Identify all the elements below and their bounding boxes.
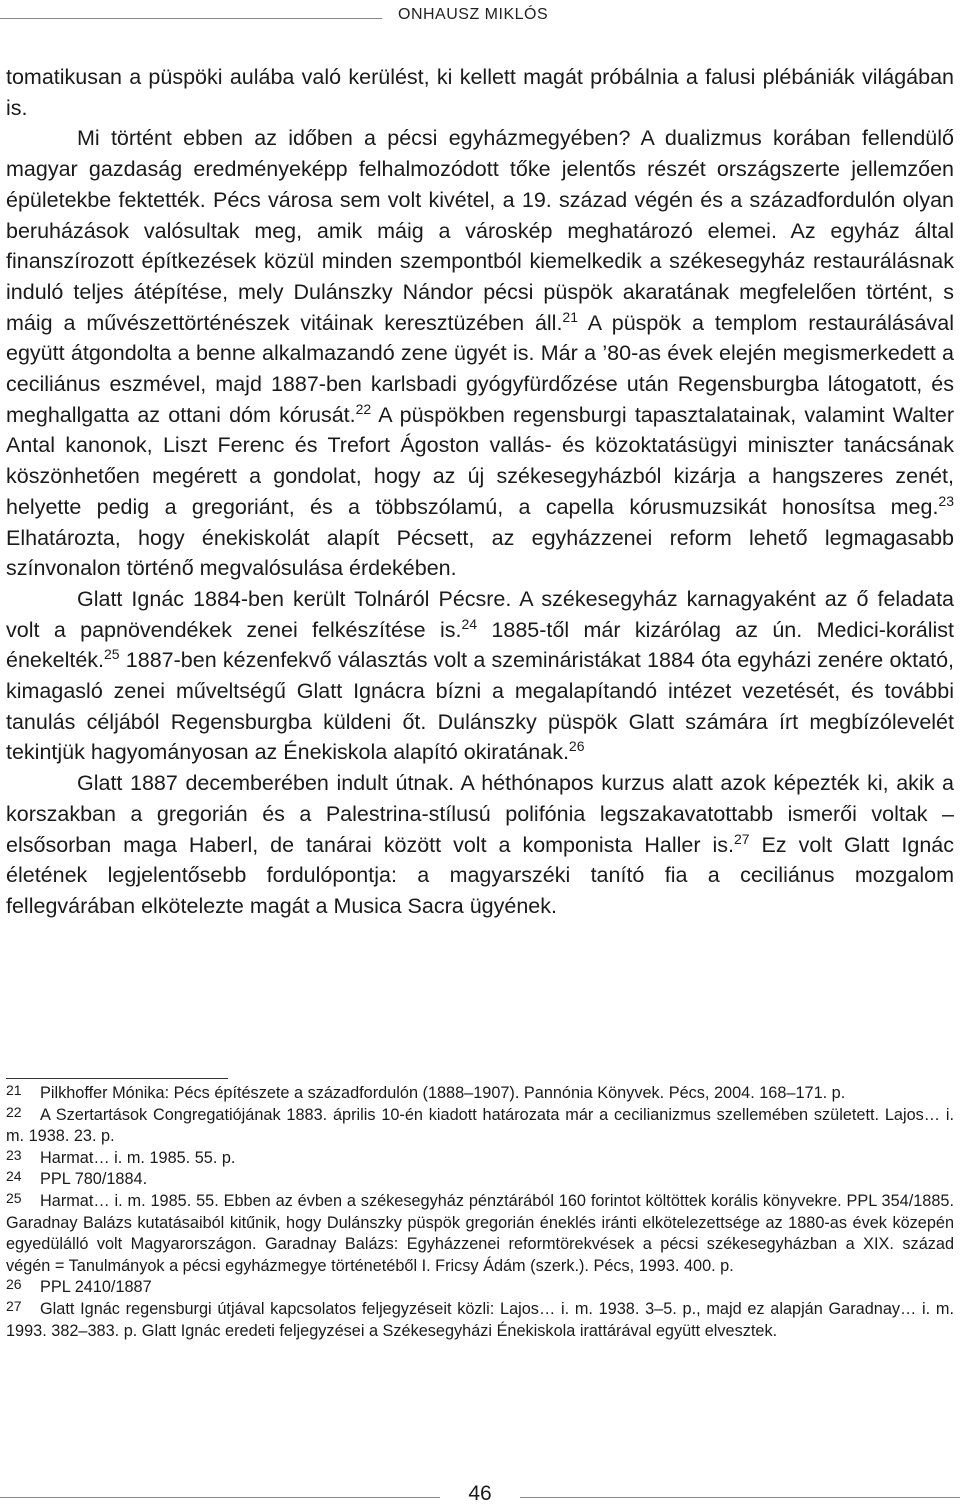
footnote-23: 23 Harmat… i. m. 1985. 55. p. bbox=[6, 1146, 236, 1167]
paragraph-text: Glatt Ignác 1884-ben került Tolnáról Pécsre. A székesegyház karnagyaként az ő feladata volt a papnövendékek zenei felkészítése is. bbox=[6, 586, 954, 642]
footnote-22: 22 A Szertartások Congregatiójának 1883. április 10-én kiadott határozata már a cecilianizmus szellemében született. Lajos… i. m. 1938. 23. p. bbox=[6, 1103, 954, 1146]
footer-rule-left bbox=[0, 1497, 440, 1498]
footnote-text: Harmat… i. m. 1985. 55. p. bbox=[40, 1148, 236, 1167]
footnote-text: PPL 2410/1887 bbox=[40, 1278, 152, 1297]
footnote-text: Glatt Ignác regensburgi útjával kapcsolatos feljegyzéseit közli: Lajos… i. m. 1938. 3–5. p., majd ez alapján Garadnay… i. m. 1993. 382–383. p. Glatt Ignác eredeti feljegyzései a Székesegyházi Énekiskola irattárával együtt elvesztek. bbox=[6, 1299, 954, 1340]
footnote-ref-23[interactable]: 23 bbox=[938, 492, 954, 509]
footnote-text: Harmat… i. m. 1985. 55. Ebben az évben a székesegyház pénztárából 160 forintot költöttek korális könyvekre. PPL 354/1885. Garadnay Balázs kutatásaiból kitűnik, hogy Dulánszky püspök gregorián éneklés iránti elkötelezettsége az 1880-as évek közepén egyedülálló volt Magyarországon. Garadnay Balázs: Egyházzenei reformtörekvések a pécsi székesegyházban a XIX. század végén = Tanulmányok a pécsi egyházmegye történetéből I. Fricsy Ádám (szerk.). Pécs, 1993. 400. p. bbox=[6, 1191, 954, 1275]
paragraph-text: A püspök a templom restaurálásával együtt átgondolta a benne alkalmazandó zene ügyét is. Már a ’80-as évek elején megismerkedett a ceciliánus eszmével, majd 1887-ben karlsbadi gyógyfürdőzése után Regensburgba látogatott, és meghallgatta az ottani dóm kórusát. bbox=[6, 310, 954, 427]
footnote-ref-21[interactable]: 21 bbox=[562, 308, 578, 325]
footnote-ref-26[interactable]: 26 bbox=[568, 738, 585, 755]
footnote-text: Pilkhoffer Mónika: Pécs építészete a századfordulón (1888–1907). Pannónia Könyvek. Pécs, 2004. 168–171. p. bbox=[40, 1084, 846, 1102]
footnote-26: 26 PPL 2410/1887 bbox=[6, 1276, 152, 1297]
running-head-author: ONHAUSZ MIKLÓS bbox=[398, 6, 549, 23]
paragraph-text: 1885-től már kizárólag az ún. Medici-korálist énekelték. bbox=[6, 617, 954, 673]
footnotes bbox=[6, 1083, 954, 1342]
body-text bbox=[6, 62, 954, 922]
paragraph bbox=[6, 123, 954, 584]
paragraph-text: Mi történt ebben az időben a pécsi egyházmegyében? A dualizmus korában fellendülő magyar gazdaság eredményeképp felhalmozódott tőke jelentős részét országszerte jellemzően épületekbe fektették. Pécs városa sem volt kivétel, a 19. század végén és a századfordulón olyan beruházások valósultak meg, amik máig a városkép meghatározó elemei. Az egyház által finanszírozott építkezések közül minden szempontból kiemelkedik a székesegyház restaurálásnak induló teljes átépítése, mely Dulánszky Nándor pécsi püspök akaratának megfelelően történt, s máig a művészettörténészek vitáinak keresztüzében áll. bbox=[6, 126, 954, 335]
page-number: 46 bbox=[468, 1482, 492, 1505]
header-rule bbox=[0, 18, 382, 19]
footnote-27: 27 Glatt Ignác regensburgi útjával kapcsolatos feljegyzéseit közli: Lajos… i. m. 1938. 3–5. p., majd ez alapján Garadnay… i. m. 1993. 382–383. p. Glatt Ignác eredeti feljegyzései a Székesegyházi Énekiskola irattárával együtt elvesztek. bbox=[6, 1297, 954, 1340]
footnote-25: 25 Harmat… i. m. 1985. 55. Ebben az évben a székesegyház pénztárából 160 forintot költöttek korális könyvekre. PPL 354/1885. Garadnay Balázs kutatásaiból kitűnik, hogy Dulánszky püspök gregorián éneklés iránti elkötelezettsége az 1880-as évek közepén egyedülálló volt Magyarországon. Garadnay Balázs: Egyházzenei reformtörekvések a pécsi székesegyházban a XIX. század végén = Tanulmányok a pécsi egyházmegye történetéből I. Fricsy Ádám (szerk.). Pécs, 1993. 400. p. bbox=[6, 1189, 954, 1275]
footnote-21: 21 Pilkhoffer Mónika: Pécs építészete a századfordulón (1888–1907). Pannónia Könyvek. Pécs, 2004. 168–171. p. bbox=[6, 1082, 846, 1102]
paragraph-text: Elhatározta, hogy énekiskolát alapít Pécsett, az egyházzenei reform lehető legmagasabb színvonalon történő megvalósulása érdekében. bbox=[6, 525, 954, 581]
footnote-separator bbox=[6, 1078, 228, 1079]
paragraph-text: Glatt 1887 decemberében indult útnak. A héthónapos kurzus alatt azok képezték ki, akik a korszakban a gregorián és a Palestrina-stílusú polifónia legszakavatottabb ismerői voltak – elsősorban maga Haberl, de tanárai között volt a komponista Haller is. bbox=[6, 771, 954, 857]
paragraph bbox=[6, 62, 954, 123]
footnote-ref-22[interactable]: 22 bbox=[355, 400, 372, 417]
footnote-text: A Szertartások Congregatiójának 1883. április 10-én kiadott határozata már a cecilianizmus szellemében született. Lajos… i. m. 1938. 23. p. bbox=[6, 1105, 954, 1146]
running-head bbox=[0, 4, 960, 32]
paragraph-text: 1887-ben kézenfekvő választás volt a szemináristákat 1884 óta egyházi zenére oktató, kimagasló zenei műveltségű Glatt Ignácra bízni a megalapítandó intézet vezetését, és további tanulás céljából Regensburgba küldeni őt. Dulánszky püspök Glatt számára írt megbízólevelét tekintjük hagyományosan az Énekiskola alapító okiratának. bbox=[6, 648, 954, 765]
paragraph-text: tomatikusan a püspöki aulába való kerülést, ki kellett magát próbálnia a falusi plébániák világában is. bbox=[6, 65, 954, 120]
paragraph bbox=[6, 768, 954, 922]
page-footer bbox=[0, 1474, 960, 1504]
footnote-ref-27[interactable]: 27 bbox=[733, 830, 750, 847]
footnote-24: 24 PPL 780/1884. bbox=[6, 1168, 148, 1189]
footer-rule-right bbox=[520, 1497, 960, 1498]
footnote-ref-25[interactable]: 25 bbox=[104, 646, 120, 663]
footnote-ref-24[interactable]: 24 bbox=[461, 615, 478, 632]
paragraph bbox=[6, 584, 954, 768]
footnote-text: PPL 780/1884. bbox=[40, 1170, 148, 1189]
paragraph-text: Ez volt Glatt Ignác életének legjelentősebb fordulópontja: a magyarszéki tanító fia a ceciliánus mozgalom fellegvárában elkötelezte magát a Musica Sacra ügyének. bbox=[6, 832, 954, 918]
paragraph-text: A püspökben regensburgi tapasztalatainak, valamint Walter Antal kanonok, Liszt Ferenc és Trefort Ágoston vallás- és közoktatásügyi miniszter tanácsának köszönhetően megérett a gondolat, hogy az új székesegyházból kizárja a hangszeres zenét, helyette pedig a gregoriánt, és a többszólamú, a capella kórusmuzsikát honosítsa meg. bbox=[6, 402, 955, 519]
